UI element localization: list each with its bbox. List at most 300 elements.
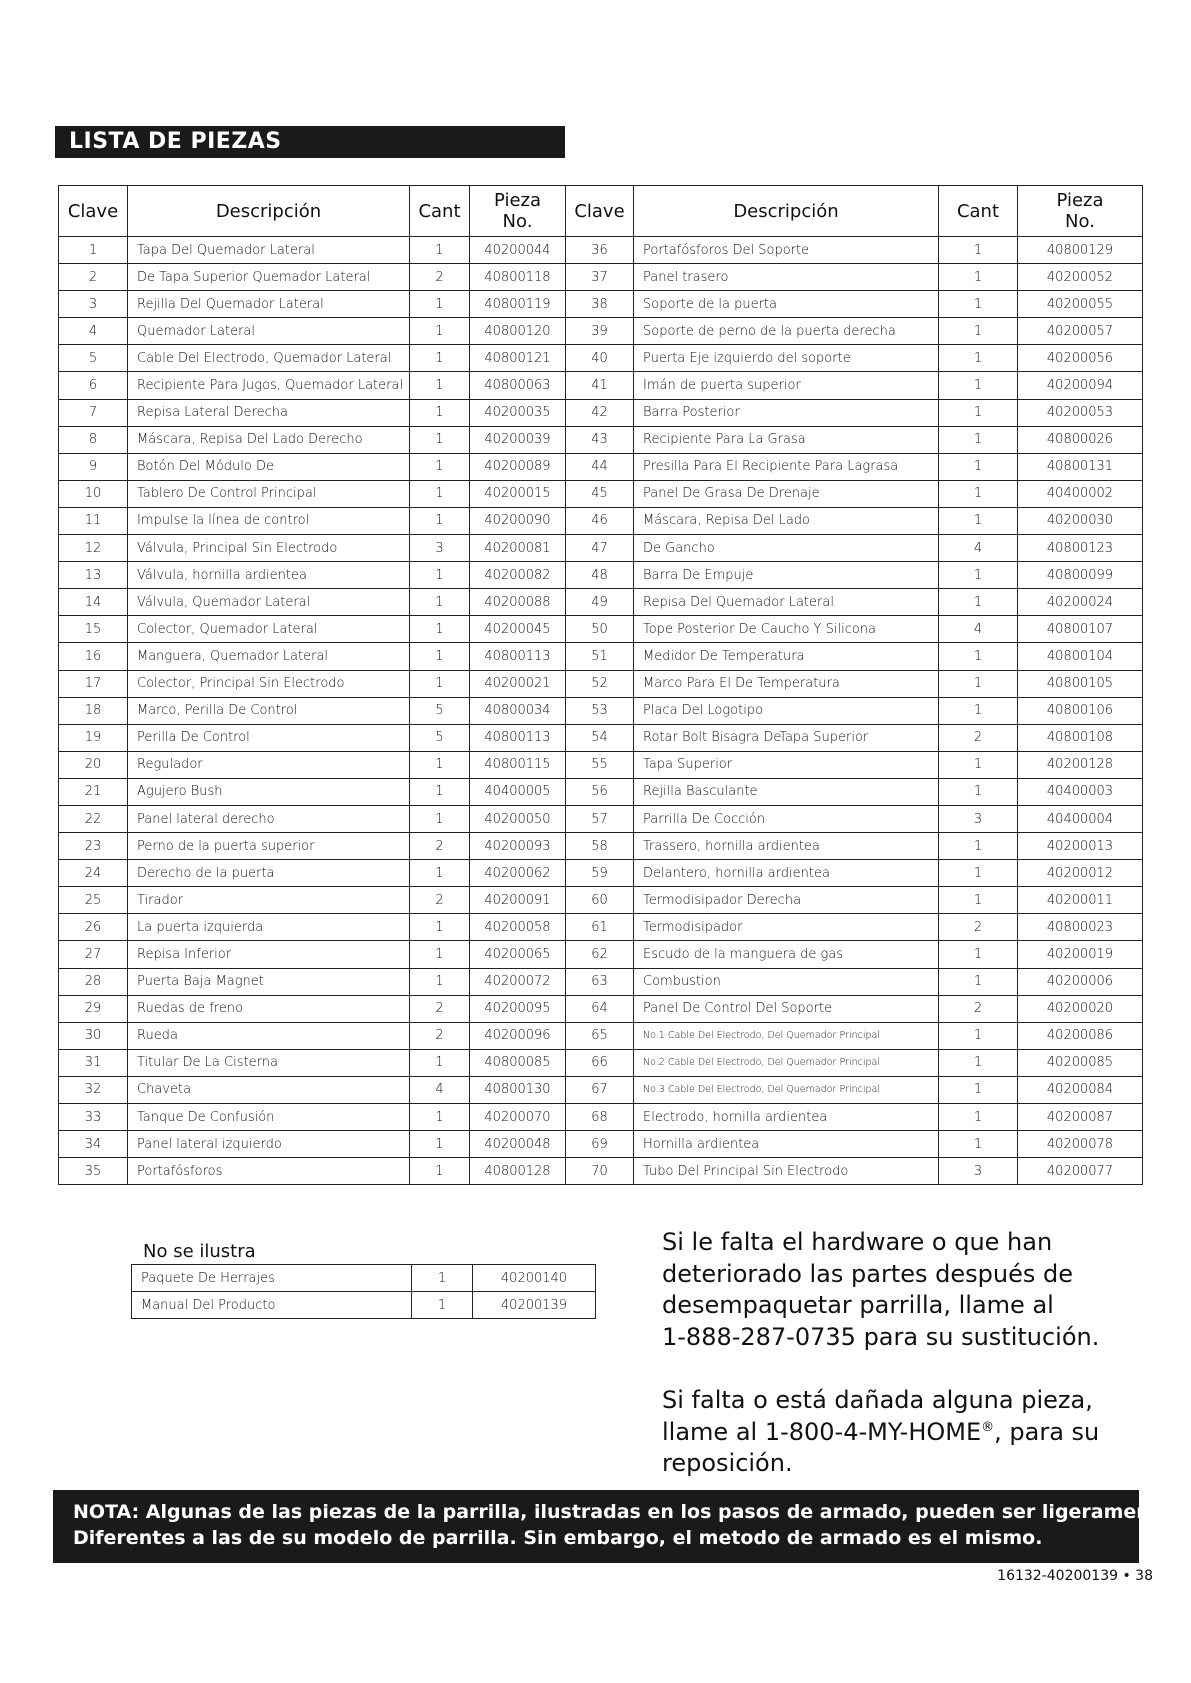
clave-cell: 35 bbox=[59, 1158, 128, 1185]
part-number-cell: 40200039 bbox=[470, 426, 566, 453]
table-row bbox=[59, 535, 1143, 562]
part-number-cell: 40400005 bbox=[470, 778, 566, 805]
table-row bbox=[59, 1131, 1143, 1158]
clave-cell: 10 bbox=[59, 480, 128, 507]
clave-cell: 5 bbox=[59, 345, 128, 372]
part-number-cell: 40200035 bbox=[470, 399, 566, 426]
quantity-cell: 1 bbox=[410, 237, 470, 264]
quantity-cell: 1 bbox=[939, 399, 1018, 426]
quantity-cell: 1 bbox=[939, 778, 1018, 805]
part-number-cell: 40200077 bbox=[1018, 1158, 1143, 1185]
quantity-cell: 1 bbox=[939, 1131, 1018, 1158]
part-number-cell: 40200082 bbox=[470, 562, 566, 589]
part-number-cell: 40200012 bbox=[1018, 860, 1143, 887]
quantity-cell: 1 bbox=[939, 860, 1018, 887]
description-cell: Rueda bbox=[128, 1022, 410, 1049]
table-row bbox=[59, 507, 1143, 534]
part-number-cell: 40800034 bbox=[470, 697, 566, 724]
description-cell: Derecho de la puerta bbox=[128, 860, 410, 887]
clave-cell: 54 bbox=[566, 724, 634, 751]
part-number-cell: 40200015 bbox=[470, 480, 566, 507]
clave-cell: 26 bbox=[59, 914, 128, 941]
description-cell: De Gancho bbox=[634, 535, 939, 562]
clave-cell: 17 bbox=[59, 670, 128, 697]
quantity-cell: 3 bbox=[939, 805, 1018, 832]
header-clave-2: Clave bbox=[566, 186, 634, 237]
clave-cell: 15 bbox=[59, 616, 128, 643]
quantity-cell: 2 bbox=[410, 887, 470, 914]
description-cell: Imán de puerta superior bbox=[634, 372, 939, 399]
clave-cell: 58 bbox=[566, 833, 634, 860]
clave-cell: 8 bbox=[59, 426, 128, 453]
clave-cell: 60 bbox=[566, 887, 634, 914]
part-number-cell: 40200013 bbox=[1018, 833, 1143, 860]
part-number-cell: 40200019 bbox=[1018, 941, 1143, 968]
table-row bbox=[59, 968, 1143, 995]
part-number-cell: 40800128 bbox=[470, 1158, 566, 1185]
clave-cell: 65 bbox=[566, 1022, 634, 1049]
quantity-cell: 1 bbox=[410, 1131, 470, 1158]
part-number-cell: 40200045 bbox=[470, 616, 566, 643]
table-row bbox=[59, 914, 1143, 941]
description-cell: Medidor De Temperatura bbox=[634, 643, 939, 670]
table-row bbox=[59, 562, 1143, 589]
part-number-cell: 40800130 bbox=[470, 1076, 566, 1103]
description-cell: Tablero De Control Principal bbox=[128, 480, 410, 507]
part-number-cell: 40200084 bbox=[1018, 1076, 1143, 1103]
clave-cell: 51 bbox=[566, 643, 634, 670]
clave-cell: 68 bbox=[566, 1104, 634, 1131]
description-cell: No.2 Cable Del Electrodo, Del Quemador Principal bbox=[634, 1049, 939, 1076]
description-cell: Trassero, hornilla ardientea bbox=[634, 833, 939, 860]
table-row bbox=[59, 1158, 1143, 1185]
description-cell: Panel De Grasa De Drenaje bbox=[634, 480, 939, 507]
description-cell: Repisa Del Quemador Lateral bbox=[634, 589, 939, 616]
description-cell: Válvula, Principal Sin Electrodo bbox=[128, 535, 410, 562]
part-number-cell: 40200139 bbox=[473, 1292, 596, 1319]
clave-cell: 16 bbox=[59, 643, 128, 670]
description-cell: Manual Del Producto bbox=[132, 1292, 412, 1319]
part-number-cell: 40200096 bbox=[470, 1022, 566, 1049]
quantity-cell: 3 bbox=[939, 1158, 1018, 1185]
hardware-notice-line: deteriorado las partes después de bbox=[662, 1259, 1073, 1288]
description-cell: Portafósforos bbox=[128, 1158, 410, 1185]
part-number-cell: 40200094 bbox=[1018, 372, 1143, 399]
header-descripcion: Descripción bbox=[128, 186, 410, 237]
description-cell: Tapa Superior bbox=[634, 751, 939, 778]
description-cell: Hornilla ardientea bbox=[634, 1131, 939, 1158]
quantity-cell: 1 bbox=[410, 426, 470, 453]
description-cell: Portafósforos Del Soporte bbox=[634, 237, 939, 264]
part-number-cell: 40400004 bbox=[1018, 805, 1143, 832]
clave-cell: 64 bbox=[566, 995, 634, 1022]
clave-cell: 9 bbox=[59, 453, 128, 480]
clave-cell: 2 bbox=[59, 264, 128, 291]
table-row bbox=[59, 264, 1143, 291]
description-cell: Ruedas de freno bbox=[128, 995, 410, 1022]
clave-cell: 41 bbox=[566, 372, 634, 399]
clave-cell: 13 bbox=[59, 562, 128, 589]
quantity-cell: 1 bbox=[939, 318, 1018, 345]
quantity-cell: 1 bbox=[410, 453, 470, 480]
part-number-cell: 40800119 bbox=[470, 291, 566, 318]
quantity-cell: 1 bbox=[410, 318, 470, 345]
table-row bbox=[59, 887, 1143, 914]
table-row bbox=[59, 237, 1143, 264]
description-cell: Válvula, Quemador Lateral bbox=[128, 589, 410, 616]
description-cell: Recipiente Para Jugos, Quemador Lateral bbox=[128, 372, 410, 399]
description-cell: Paquete De Herrajes bbox=[132, 1265, 412, 1292]
clave-cell: 69 bbox=[566, 1131, 634, 1158]
header-descripcion-2: Descripción bbox=[634, 186, 939, 237]
clave-cell: 11 bbox=[59, 507, 128, 534]
quantity-cell: 1 bbox=[939, 1022, 1018, 1049]
clave-cell: 43 bbox=[566, 426, 634, 453]
quantity-cell: 1 bbox=[939, 237, 1018, 264]
header-pieza-line1: Pieza bbox=[493, 190, 541, 211]
quantity-cell: 4 bbox=[939, 616, 1018, 643]
table-row bbox=[59, 345, 1143, 372]
part-number-cell: 40200081 bbox=[470, 535, 566, 562]
quantity-cell: 2 bbox=[410, 833, 470, 860]
clave-cell: 37 bbox=[566, 264, 634, 291]
description-cell: Perno de la puerta superior bbox=[128, 833, 410, 860]
part-number-cell: 40800120 bbox=[470, 318, 566, 345]
header-cant: Cant bbox=[410, 186, 470, 237]
clave-cell: 61 bbox=[566, 914, 634, 941]
clave-cell: 56 bbox=[566, 778, 634, 805]
part-number-cell: 40200030 bbox=[1018, 507, 1143, 534]
description-cell: Rotar Bolt Bisagra DeTapa Superior bbox=[634, 724, 939, 751]
quantity-cell: 1 bbox=[410, 589, 470, 616]
part-number-cell: 40200058 bbox=[470, 914, 566, 941]
part-number-cell: 40200078 bbox=[1018, 1131, 1143, 1158]
part-number-cell: 40200088 bbox=[470, 589, 566, 616]
quantity-cell: 1 bbox=[410, 291, 470, 318]
description-cell: Recipiente Para La Grasa bbox=[634, 426, 939, 453]
table-row bbox=[59, 670, 1143, 697]
quantity-cell: 2 bbox=[939, 724, 1018, 751]
description-cell: Agujero Bush bbox=[128, 778, 410, 805]
quantity-cell: 2 bbox=[410, 995, 470, 1022]
quantity-cell: 1 bbox=[410, 941, 470, 968]
clave-cell: 7 bbox=[59, 399, 128, 426]
clave-cell: 38 bbox=[566, 291, 634, 318]
quantity-cell: 5 bbox=[410, 697, 470, 724]
quantity-cell: 5 bbox=[410, 724, 470, 751]
table-row bbox=[59, 318, 1143, 345]
quantity-cell: 1 bbox=[939, 345, 1018, 372]
clave-cell: 22 bbox=[59, 805, 128, 832]
description-cell: Tirador bbox=[128, 887, 410, 914]
clave-cell: 47 bbox=[566, 535, 634, 562]
hardware-notice-line: Si le falta el hardware o que han bbox=[662, 1228, 1053, 1256]
part-number-cell: 40800063 bbox=[470, 372, 566, 399]
description-cell: Marco, Perilla De Control bbox=[128, 697, 410, 724]
hardware-notice-line: desempaquetar parrilla, llame al bbox=[662, 1291, 1054, 1319]
part-number-cell: 40800123 bbox=[1018, 535, 1143, 562]
quantity-cell: 1 bbox=[410, 778, 470, 805]
table-row bbox=[59, 426, 1143, 453]
quantity-cell: 1 bbox=[939, 887, 1018, 914]
clave-cell: 18 bbox=[59, 697, 128, 724]
description-cell: Puerta Eje izquierdo del soporte bbox=[634, 345, 939, 372]
quantity-cell: 1 bbox=[410, 399, 470, 426]
part-number-cell: 40200006 bbox=[1018, 968, 1143, 995]
quantity-cell: 1 bbox=[410, 670, 470, 697]
part-number-cell: 40200072 bbox=[470, 968, 566, 995]
quantity-cell: 1 bbox=[410, 1104, 470, 1131]
description-cell: Panel lateral izquierdo bbox=[128, 1131, 410, 1158]
description-cell: Combustion bbox=[634, 968, 939, 995]
clave-cell: 28 bbox=[59, 968, 128, 995]
quantity-cell: 1 bbox=[410, 968, 470, 995]
part-number-cell: 40200070 bbox=[470, 1104, 566, 1131]
quantity-cell: 1 bbox=[939, 480, 1018, 507]
part-number-cell: 40200062 bbox=[470, 860, 566, 887]
header-clave: Clave bbox=[59, 186, 128, 237]
damaged-notice-line2 bbox=[662, 1417, 1122, 1449]
part-number-cell: 40800106 bbox=[1018, 697, 1143, 724]
part-number-cell: 40800023 bbox=[1018, 914, 1143, 941]
quantity-cell: 1 bbox=[939, 589, 1018, 616]
phone-number-text: llame al 1-800-4-MY-HOME bbox=[662, 1417, 982, 1446]
clave-cell: 42 bbox=[566, 399, 634, 426]
table-row bbox=[59, 291, 1143, 318]
description-cell: La puerta izquierda bbox=[128, 914, 410, 941]
description-cell: Placa Del Logotipo bbox=[634, 697, 939, 724]
table-row bbox=[59, 643, 1143, 670]
table-row bbox=[132, 1265, 596, 1292]
description-cell: Soporte de la puerta bbox=[634, 291, 939, 318]
clave-cell: 14 bbox=[59, 589, 128, 616]
clave-cell: 25 bbox=[59, 887, 128, 914]
part-number-cell: 40200090 bbox=[470, 507, 566, 534]
clave-cell: 39 bbox=[566, 318, 634, 345]
part-number-cell: 40200087 bbox=[1018, 1104, 1143, 1131]
part-number-cell: 40200085 bbox=[1018, 1049, 1143, 1076]
quantity-cell: 4 bbox=[939, 535, 1018, 562]
quantity-cell: 1 bbox=[410, 1049, 470, 1076]
part-number-cell: 40800107 bbox=[1018, 616, 1143, 643]
description-cell: Colector, Principal Sin Electrodo bbox=[128, 670, 410, 697]
damaged-notice-line2-end: , para su bbox=[994, 1417, 1100, 1446]
quantity-cell: 1 bbox=[410, 480, 470, 507]
part-number-cell: 40200091 bbox=[470, 887, 566, 914]
nota-line1: NOTA: Algunas de las piezas de la parrilla, ilustradas en los pasos de armado, pueden ser ligeramen te bbox=[73, 1501, 1179, 1523]
part-number-cell: 40400002 bbox=[1018, 480, 1143, 507]
quantity-cell: 2 bbox=[939, 914, 1018, 941]
parts-table bbox=[58, 185, 1143, 1185]
clave-cell: 48 bbox=[566, 562, 634, 589]
description-cell: No.3 Cable Del Electrodo, Del Quemador Principal bbox=[634, 1076, 939, 1103]
quantity-cell: 1 bbox=[939, 697, 1018, 724]
clave-cell: 29 bbox=[59, 995, 128, 1022]
description-cell: Marco Para El De Temperatura bbox=[634, 670, 939, 697]
description-cell: Tanque De Confusión bbox=[128, 1104, 410, 1131]
part-number-cell: 40200057 bbox=[1018, 318, 1143, 345]
page-footer: 16132-40200139 • 38 bbox=[997, 1568, 1153, 1584]
description-cell: Panel lateral derecho bbox=[128, 805, 410, 832]
clave-cell: 49 bbox=[566, 589, 634, 616]
description-cell: Termodisipador bbox=[634, 914, 939, 941]
description-cell: Regulador bbox=[128, 751, 410, 778]
clave-cell: 53 bbox=[566, 697, 634, 724]
not-illustrated-table bbox=[131, 1264, 596, 1319]
part-number-cell: 40800026 bbox=[1018, 426, 1143, 453]
quantity-cell: 1 bbox=[939, 562, 1018, 589]
quantity-cell: 2 bbox=[410, 264, 470, 291]
damaged-notice-line1: Si falta o está dañada alguna pieza, bbox=[662, 1386, 1093, 1414]
description-cell: Máscara, Repisa Del Lado bbox=[634, 507, 939, 534]
clave-cell: 67 bbox=[566, 1076, 634, 1103]
clave-cell: 52 bbox=[566, 670, 634, 697]
description-cell: Titular De La Cisterna bbox=[128, 1049, 410, 1076]
description-cell: Máscara, Repisa Del Lado Derecho bbox=[128, 426, 410, 453]
table-row bbox=[59, 1022, 1143, 1049]
part-number-cell: 40800105 bbox=[1018, 670, 1143, 697]
description-cell: Perilla De Control bbox=[128, 724, 410, 751]
clave-cell: 30 bbox=[59, 1022, 128, 1049]
table-row bbox=[59, 724, 1143, 751]
table-row bbox=[59, 805, 1143, 832]
description-cell: Botón Del Módulo De bbox=[128, 453, 410, 480]
part-number-cell: 40200044 bbox=[470, 237, 566, 264]
clave-cell: 36 bbox=[566, 237, 634, 264]
description-cell: Delantero, hornilla ardientea bbox=[634, 860, 939, 887]
clave-cell: 4 bbox=[59, 318, 128, 345]
clave-cell: 31 bbox=[59, 1049, 128, 1076]
clave-cell: 55 bbox=[566, 751, 634, 778]
quantity-cell: 1 bbox=[939, 264, 1018, 291]
quantity-cell: 1 bbox=[939, 1049, 1018, 1076]
quantity-cell: 1 bbox=[410, 860, 470, 887]
table-row bbox=[59, 995, 1143, 1022]
table-row bbox=[59, 399, 1143, 426]
description-cell: Puerta Baja Magnet bbox=[128, 968, 410, 995]
description-cell: Tubo Del Principal Sin Electrodo bbox=[634, 1158, 939, 1185]
description-cell: Barra Posterior bbox=[634, 399, 939, 426]
part-number-cell: 40200053 bbox=[1018, 399, 1143, 426]
table-row bbox=[59, 616, 1143, 643]
clave-cell: 24 bbox=[59, 860, 128, 887]
description-cell: Repisa Inferior bbox=[128, 941, 410, 968]
part-number-cell: 40400003 bbox=[1018, 778, 1143, 805]
header-pieza-2-line1: Pieza bbox=[1056, 190, 1104, 211]
quantity-cell: 1 bbox=[939, 751, 1018, 778]
quantity-cell: 1 bbox=[410, 616, 470, 643]
description-cell: Panel trasero bbox=[634, 264, 939, 291]
nota-line2: Diferentes a las de su modelo de parrilla. Sin embargo, el metodo de armado es el mismo. bbox=[73, 1527, 1043, 1549]
clave-cell: 59 bbox=[566, 860, 634, 887]
part-number-cell: 40800131 bbox=[1018, 453, 1143, 480]
table-row bbox=[59, 1076, 1143, 1103]
table-row bbox=[59, 453, 1143, 480]
table-row bbox=[59, 480, 1143, 507]
description-cell: Panel De Control Del Soporte bbox=[634, 995, 939, 1022]
description-cell: Tapa Del Quemador Lateral bbox=[128, 237, 410, 264]
description-cell: Quemador Lateral bbox=[128, 318, 410, 345]
clave-cell: 44 bbox=[566, 453, 634, 480]
quantity-cell: 1 bbox=[939, 670, 1018, 697]
hardware-notice-line: 1-888-287-0735 para su sustitución. bbox=[662, 1322, 1100, 1351]
quantity-cell: 1 bbox=[410, 562, 470, 589]
clave-cell: 66 bbox=[566, 1049, 634, 1076]
quantity-cell: 1 bbox=[939, 291, 1018, 318]
clave-cell: 70 bbox=[566, 1158, 634, 1185]
missing-hardware-notice bbox=[662, 1227, 1122, 1353]
table-row bbox=[59, 1104, 1143, 1131]
table-row bbox=[59, 778, 1143, 805]
part-number-cell: 40200056 bbox=[1018, 345, 1143, 372]
description-cell: Impulse la línea de control bbox=[128, 507, 410, 534]
clave-cell: 23 bbox=[59, 833, 128, 860]
quantity-cell: 1 bbox=[410, 643, 470, 670]
header-pieza bbox=[470, 186, 566, 237]
table-row bbox=[59, 833, 1143, 860]
quantity-cell: 1 bbox=[412, 1265, 473, 1292]
quantity-cell: 1 bbox=[939, 507, 1018, 534]
table-row bbox=[59, 589, 1143, 616]
clave-cell: 19 bbox=[59, 724, 128, 751]
description-cell: Chaveta bbox=[128, 1076, 410, 1103]
description-cell: Soporte de perno de la puerta derecha bbox=[634, 318, 939, 345]
quantity-cell: 1 bbox=[410, 751, 470, 778]
quantity-cell: 1 bbox=[410, 805, 470, 832]
damaged-part-notice bbox=[662, 1385, 1122, 1480]
section-title-banner: LISTA DE PIEZAS bbox=[55, 126, 565, 158]
quantity-cell: 1 bbox=[939, 941, 1018, 968]
damaged-notice-line3: reposición. bbox=[662, 1449, 793, 1477]
description-cell: Electrodo, hornilla ardientea bbox=[634, 1104, 939, 1131]
description-cell: Colector, Quemador Lateral bbox=[128, 616, 410, 643]
clave-cell: 33 bbox=[59, 1104, 128, 1131]
clave-cell: 63 bbox=[566, 968, 634, 995]
quantity-cell: 2 bbox=[410, 1022, 470, 1049]
clave-cell: 34 bbox=[59, 1131, 128, 1158]
header-pieza-2-line2: No. bbox=[1065, 211, 1095, 232]
part-number-cell: 40200140 bbox=[473, 1265, 596, 1292]
nota-banner bbox=[53, 1490, 1179, 1563]
table-row bbox=[59, 941, 1143, 968]
quantity-cell: 1 bbox=[939, 1076, 1018, 1103]
table-row bbox=[59, 860, 1143, 887]
quantity-cell: 1 bbox=[939, 426, 1018, 453]
description-cell: Cable Del Electrodo, Quemador Lateral bbox=[128, 345, 410, 372]
clave-cell: 40 bbox=[566, 345, 634, 372]
quantity-cell: 1 bbox=[410, 1158, 470, 1185]
description-cell: Repisa Lateral Derecha bbox=[128, 399, 410, 426]
description-cell: Parrilla De Cocción bbox=[634, 805, 939, 832]
description-cell: Válvula, hornilla ardientea bbox=[128, 562, 410, 589]
clave-cell: 57 bbox=[566, 805, 634, 832]
registered-mark: ® bbox=[981, 1419, 995, 1435]
quantity-cell: 2 bbox=[939, 995, 1018, 1022]
description-cell: Barra De Empuje bbox=[634, 562, 939, 589]
part-number-cell: 40800099 bbox=[1018, 562, 1143, 589]
quantity-cell: 1 bbox=[412, 1292, 473, 1319]
clave-cell: 32 bbox=[59, 1076, 128, 1103]
not-illustrated-title: No se ilustra bbox=[143, 1241, 256, 1262]
table-row bbox=[59, 372, 1143, 399]
part-number-cell: 40200089 bbox=[470, 453, 566, 480]
clave-cell: 27 bbox=[59, 941, 128, 968]
header-pieza-2 bbox=[1018, 186, 1143, 237]
quantity-cell: 1 bbox=[939, 453, 1018, 480]
part-number-cell: 40200095 bbox=[470, 995, 566, 1022]
table-row bbox=[59, 751, 1143, 778]
description-cell: Tope Posterior De Caucho Y Silicona bbox=[634, 616, 939, 643]
